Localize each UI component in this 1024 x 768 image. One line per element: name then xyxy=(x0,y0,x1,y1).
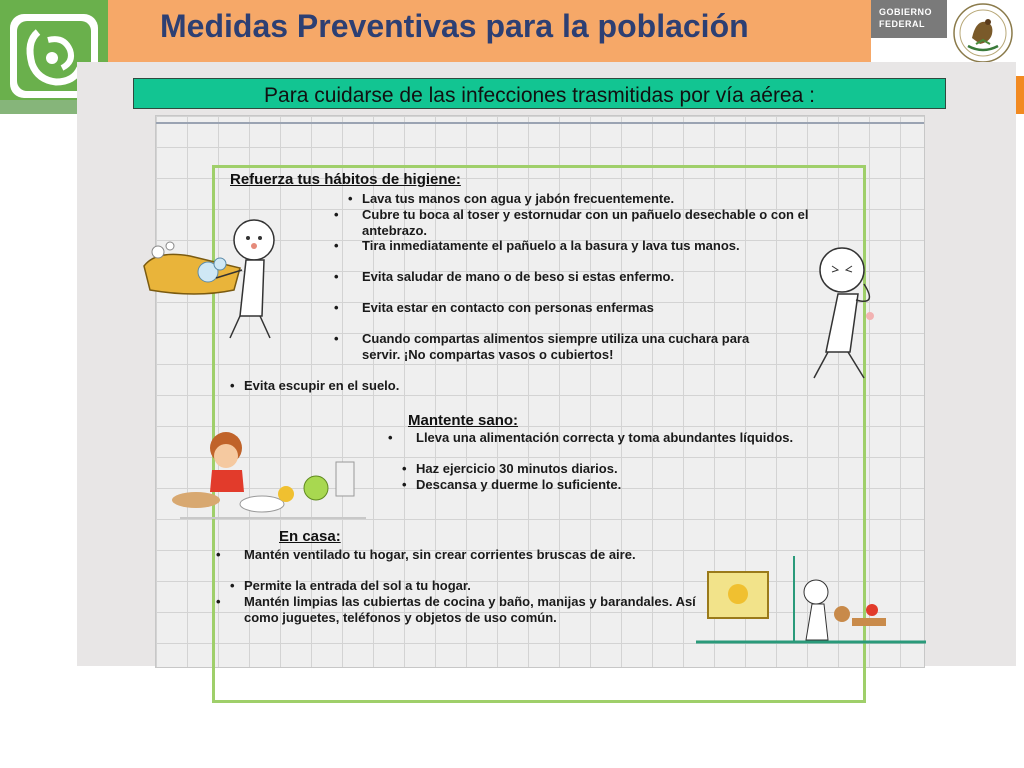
healthy-eating-illustration xyxy=(166,422,386,532)
page-title: Medidas Preventivas para la población xyxy=(160,8,749,44)
list-item: • Tira inmediatamente el pañuelo a la basura y lava tus manos. xyxy=(334,238,740,253)
section-heading-casa: En casa: xyxy=(279,528,341,545)
home-illustration xyxy=(696,556,926,666)
orange-tab xyxy=(1015,76,1024,114)
list-item: • Permite la entrada del sol a tu hogar. xyxy=(230,578,471,593)
gov-line-2: FEDERAL xyxy=(879,19,925,29)
mexico-eagle-seal-icon xyxy=(950,0,1016,66)
list-item: • Mantén limpias las cubiertas de cocina y baño, manijas y barandales. Así como juguetes, teléfonos y objetos de uso común. xyxy=(216,594,696,625)
section-heading-sano: Mantente sano: xyxy=(408,412,519,429)
list-item: • Cuando compartas alimentos siempre utiliza una cuchara para servir. ¡No compartas vasos o cubiertos! xyxy=(334,331,750,362)
section-heading-higiene: Refuerza tus hábitos de higiene: xyxy=(230,171,461,188)
list-item: • Evita saludar de mano o de beso si estas enfermo. xyxy=(334,269,675,284)
handwashing-illustration xyxy=(136,206,306,346)
gobierno-federal-badge xyxy=(871,0,947,38)
list-item: • Evita escupir en el suelo. xyxy=(230,378,400,393)
list-item: • Mantén ventilado tu hogar, sin crear corrientes bruscas de aire. xyxy=(216,547,636,562)
title-bar xyxy=(108,0,871,62)
subtitle-banner xyxy=(133,78,946,109)
list-item: • Descansa y duerme lo suficiente. xyxy=(402,477,622,492)
list-item: • Cubre tu boca al toser y estornudar con un pañuelo desechable o con el antebrazo. xyxy=(334,207,809,238)
list-item: • Lleva una alimentación correcta y toma abundantes líquidos. xyxy=(388,430,794,445)
list-item: • Haz ejercicio 30 minutos diarios. xyxy=(402,461,618,476)
gov-line-1: GOBIERNO xyxy=(879,7,933,17)
poster xyxy=(155,115,925,668)
list-item: • Lava tus manos con agua y jabón frecuentemente. xyxy=(348,191,675,206)
banner-text: Para cuidarse de las infecciones trasmitidas por vía aérea : xyxy=(264,84,815,107)
list-item: • Evita estar en contacto con personas enfermas xyxy=(334,300,654,315)
green-strip xyxy=(0,100,78,114)
poster-top-line xyxy=(156,122,924,124)
sneezing-illustration xyxy=(768,236,918,386)
